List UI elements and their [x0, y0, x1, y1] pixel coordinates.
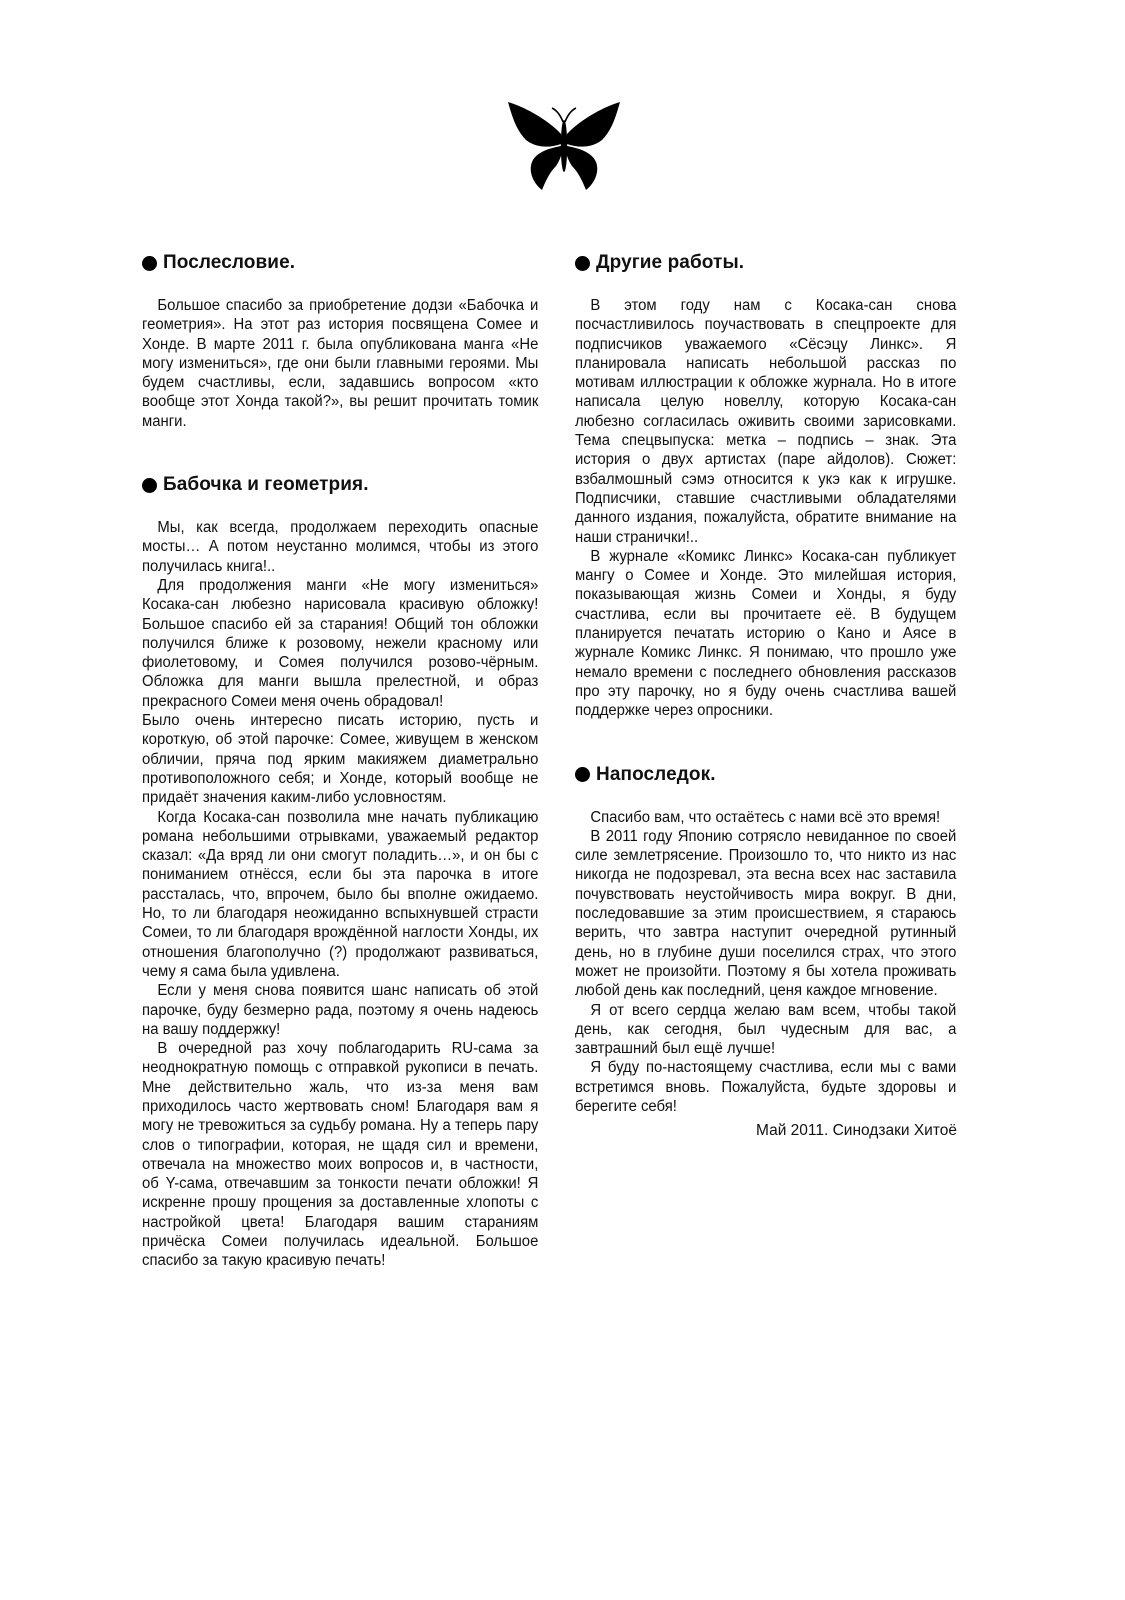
- heading-text: Другие работы.: [596, 252, 745, 273]
- section-heading: [575, 252, 957, 274]
- paragraph: Спасибо вам, что остаётесь с нами всё это время!: [590, 808, 941, 826]
- bullet-icon: [142, 256, 157, 271]
- paragraph: Мы, как всегда, продолжаем переходить опасные мосты… А потом неустанно молимся, чтобы из этого получилась книга!..: [142, 519, 539, 575]
- section-heading: [142, 474, 539, 496]
- butterfly-icon: [506, 100, 622, 192]
- paragraph: В 2011 году Японию сотрясло невиданное по своей силе землетрясение. Произошло то, что никто из нас никогда не подозревал, эта весна всех нас заставила почувствовать неустойчивость мира вокруг. В дни, последовавшие за этим происшествием, я стараюсь верить, что завтра наступит очередной рутинный день, но в глубине души поселился страх, что этого может не произойти. Поэтому я бы хотела проживать любой день как последний, ценя каждое мгновение.: [575, 827, 957, 1000]
- paragraph: Было очень интересно писать историю, пусть и короткую, об этой парочке: Сомее, живущем в женском обличии, пряча под ярким макияжем диаметрально противоположного себя; и Хонде, который вообще не придаёт значения каким-либо условностям.: [142, 712, 539, 807]
- heading-text: Бабочка и геометрия.: [163, 474, 369, 496]
- section-heading: [142, 252, 539, 274]
- right-column: [575, 252, 957, 1140]
- paragraph: В очередной раз хочу поблагодарить RU-сама за неоднократную помощь с отправкой рукописи в печать. Мне действительно жаль, что из-за меня вам приходилось часто жертвовать сном! Благодаря вам я могу не тревожиться за судьбу романа. Ну а теперь пару слов о типографии, которая, не щадя сил и времени, отвечала на множество моих вопросов и, в частности, об Y-сама, отвечавшим за тонкости печати обложки! Я искренне прошу прощения за доставленные хлопоты с настройкой цвета! Благодаря вашим стараниям причёска Сомеи получилась идеальной. Большое спасибо за такую красивую печать!: [142, 1040, 539, 1270]
- paragraph: Если у меня снова появится шанс написать об этой парочке, буду безмерно рада, поэтому я очень надеюсь на вашу поддержку!: [142, 982, 539, 1038]
- bullet-icon: [575, 256, 590, 271]
- paragraph: Я буду по-настоящему счастлива, если мы с вами встретимся вновь. Пожалуйста, будьте здоровы и берегите себя!: [575, 1059, 957, 1115]
- bullet-icon: [575, 767, 590, 782]
- left-column: [142, 252, 539, 1271]
- signature: Май 2011. Синодзаки Хитоё: [756, 1122, 957, 1140]
- paragraph: Для продолжения манги «Не могу измениться» Косака-сан любезно нарисовала красивую обложку! Большое спасибо ей за старания! Общий тон обложки получился ближе к розовому, нежели красному или фиолетовому, и Сомея получился розово-чёрным. Обложка для манги вышла прелестной, и образ прекрасного Сомеи меня очень обрадовал!: [142, 576, 539, 710]
- section-heading: [575, 764, 957, 786]
- paragraph: Когда Косака-сан позволила мне начать публикацию романа небольшими отрывками, уважаемый редактор сказал: «Да вряд ли они смогут поладить…», и он бы с пониманием отнёсся, если бы эта парочка в итоге рассталась, что, впрочем, было бы вполне ожидаемо. Но, то ли благодаря неожиданно вспыхнувшей страсти Сомеи, то ли благодаря врождённой наглости Хонды, их отношения благополучно (?) продолжают развиваться, чему я сама была удивлена.: [142, 808, 539, 980]
- bullet-icon: [142, 478, 157, 493]
- heading-text: Напоследок.: [596, 763, 716, 785]
- section-butterfly-geometry: [142, 474, 539, 1271]
- heading-text: Послесловие.: [163, 252, 296, 273]
- paragraph: Большое спасибо за приобретение додзи «Бабочка и геометрия». На этот раз история посвящена Сомее и Хонде. В марте 2011 г. была опубликована манга «Не могу измениться», где они были главными героями. Мы будем счастливы, если, задавшись вопросом «кто вообще этот Хонда такой?», вы решит прочитать томик манги.: [142, 297, 539, 430]
- section-other-works: [575, 252, 957, 721]
- paragraph: В этом году нам с Косака-сан снова посчастливилось поучаствовать в спецпроекте для подписчиков уважаемого «Сёсэцу Линкс». Я планировала написать небольшой рассказ по мотивам иллюстрации к обложке журнала. Но в итоге написала целую новеллу, которую Косака-сан любезно согласилась оживить своими зарисовками. Тема спецвыпуска: метка – подпись – знак. Эта история о двух артистах (паре айдолов). Сюжет: взбалмошный сэмэ относится к укэ как к игрушке. Подписчики, ставшие счастливыми обладателями данного издания, пожалуйста, обратите внимание на наши странички!..: [575, 297, 957, 546]
- section-in-closing: [575, 764, 957, 1141]
- section-afterword: [142, 252, 539, 431]
- paragraph: В журнале «Комикс Линкс» Косака-сан публикует мангу о Сомее и Хонде. Это милейшая история, показывающая жизнь Сомеи и Хонды, я буду счастлива, если вы прочитаете её. В будущем планируется печатать историю о Кано и Аясе в журнале Комикс Линкс. Я понимаю, что прошло уже немало времени с последнего обновления рассказов про эту парочку, но я буду очень счастлива вашей поддержке через опросники.: [575, 547, 957, 720]
- paragraph: Я от всего сердца желаю вам всем, чтобы такой день, как сегодня, был чудесным для вас, а завтрашний был ещё лучше!: [575, 1001, 957, 1058]
